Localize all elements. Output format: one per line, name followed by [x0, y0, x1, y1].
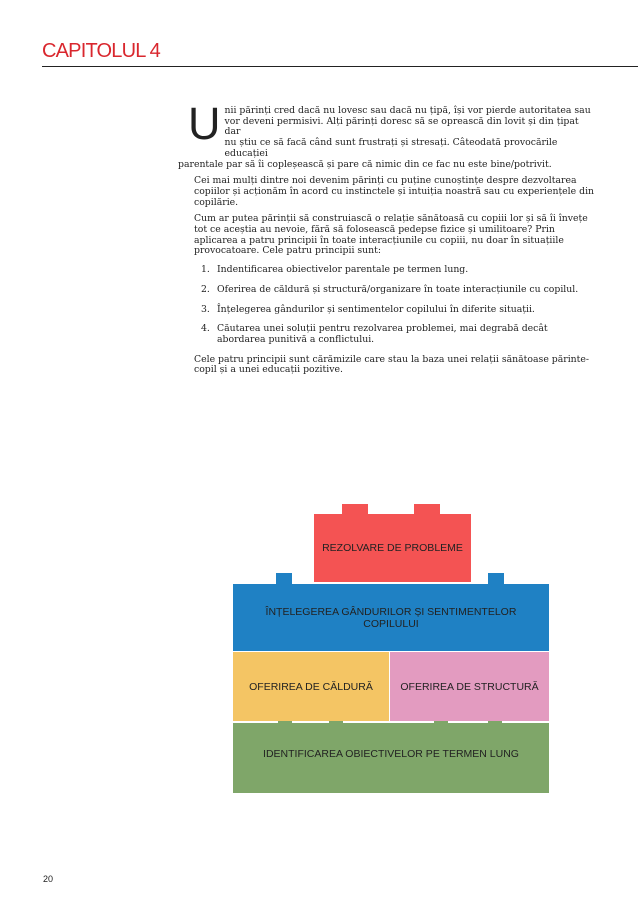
list-text: Indentificarea obiectivelor parentale pe termen lung. — [217, 264, 469, 276]
body-text — [178, 98, 596, 376]
intro-line: nu știu ce să facă când sunt frustrați și stresați. Câteodată provocările educației — [224, 137, 558, 159]
paragraph: Cum ar putea părinții să construiască o relație sănătoasă cu copiii lor și să îi învețe tot ce aceștia au nevoie, fără să folosească pedepse fizice și umilitoare? Prin aplicarea a patru principii în toate interacțiunile cu copiii, nu doar în situațiile provocatoare. Cele patru principii sunt: — [194, 213, 588, 257]
intro-line: parentale par să îi copleșească și pare că nimic din ce fac nu este bine/potrivit. — [178, 158, 552, 170]
block-structure — [390, 652, 549, 721]
paragraph: Cei mai mulți dintre noi devenim părinți cu puține cunoștințe despre dezvoltarea copiilor și acționăm în acord cu instinctele și intuiția noastră sau cu experiențele din copilărie. — [194, 175, 595, 208]
list-item — [201, 305, 596, 316]
header-rule — [42, 66, 638, 67]
block-problem-solving — [314, 514, 471, 582]
block-label: OFERIREA DE STRUCTURĂ — [400, 680, 539, 693]
list-number: 2. — [201, 283, 210, 295]
intro-paragraph — [178, 98, 596, 160]
intro-line: vor deveni permisivi. Alți părinți doresc să se oprească din lovit și din țipat dar — [224, 115, 579, 138]
block-understanding — [233, 584, 549, 651]
block-label: OFERIREA DE CĂLDURĂ — [249, 680, 373, 693]
list-item — [201, 324, 596, 345]
page-number: 20 — [43, 874, 54, 884]
list-number: 1. — [201, 264, 210, 276]
list-item — [201, 285, 596, 296]
block-long-term-goals — [233, 723, 549, 793]
principles-list — [178, 265, 596, 346]
list-text: Căutarea unei soluții pentru rezolvarea problemei, mai degrabă decât abordarea punitivă a conflictului. — [217, 323, 548, 345]
closing-paragraph: Cele patru principii sunt cărămizile care stau la baza unei relații sănătoase părinte-copil și a unei educații pozitive. — [194, 353, 590, 376]
block-label: IDENTIFICAREA OBIECTIVELOR PE TERMEN LUNG — [263, 748, 519, 760]
list-text: Înțelegerea gândurilor și sentimentelor copilului în diferite situații. — [217, 303, 535, 315]
list-number: 4. — [201, 323, 210, 335]
list-number: 3. — [201, 303, 210, 315]
drop-cap: U — [188, 98, 221, 149]
block-warmth — [233, 652, 389, 721]
chapter-title: CAPITOLUL 4 — [42, 40, 160, 62]
intro-line: nii părinți cred dacă nu lovesc sau dacă nu țipă, își vor pierde autoritatea sau — [224, 105, 591, 116]
block-label: ÎNȚELEGEREA GÂNDURILOR ȘI SENTIMENTELOR COPILULUI — [265, 605, 517, 630]
block-label: REZOLVARE DE PROBLEME — [322, 542, 463, 554]
list-text: Oferirea de căldură și structură/organizare în toate interacțiunile cu copilul. — [217, 283, 579, 295]
list-item — [201, 265, 596, 276]
